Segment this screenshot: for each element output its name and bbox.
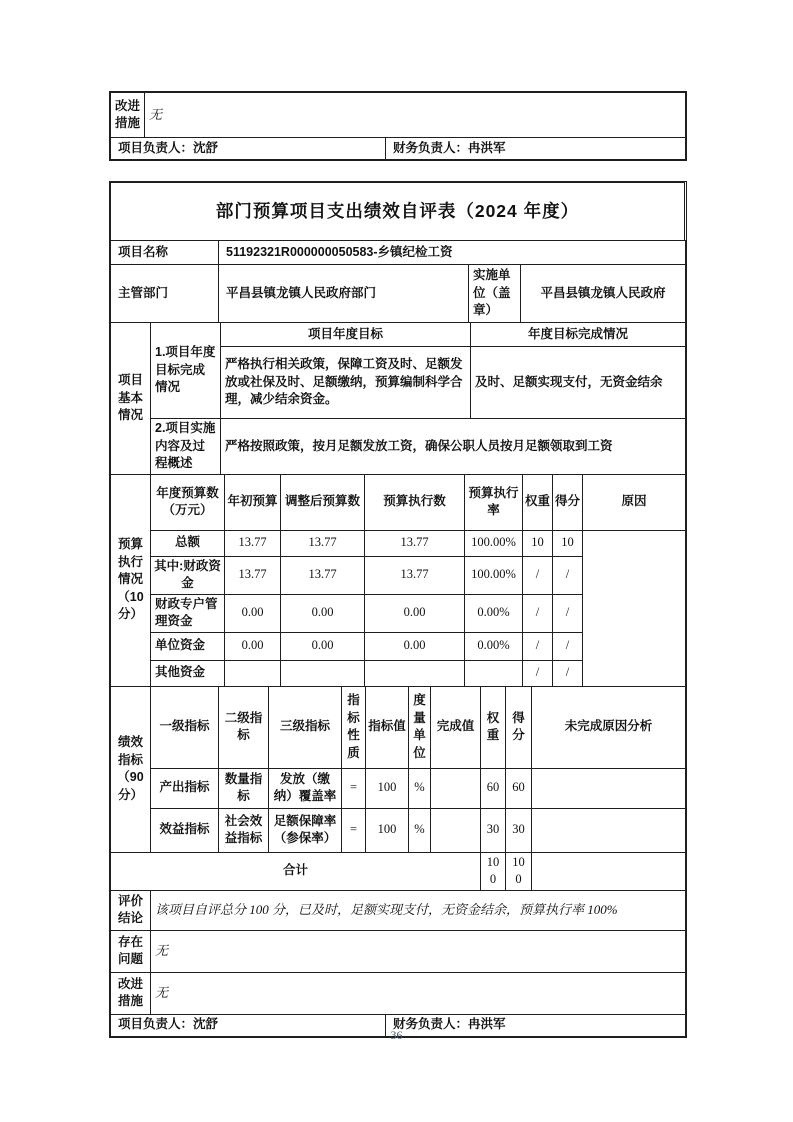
perf-row-benefit-unit: % — [409, 808, 431, 852]
budget-row-other-score: / — [553, 660, 583, 686]
improvements-band — [110, 972, 686, 1015]
perf-row-output-nature: = — [342, 768, 366, 808]
perf-header-unit: 度量单位 — [409, 686, 431, 768]
budget-section-label: 预算执行情况（10分） — [111, 474, 151, 686]
budget-row-unit-rate: 0.00% — [465, 632, 523, 660]
budget-row-special-score: / — [553, 594, 583, 632]
budget-row-fiscal-initial: 13.77 — [225, 556, 281, 594]
budget-row-unit-weight: / — [523, 632, 553, 660]
fragment-table-grid — [110, 92, 686, 160]
budget-row-special-initial: 0.00 — [225, 594, 281, 632]
perf-row-benefit-l3: 足额保障率（参保率） — [269, 808, 342, 852]
budget-row-total-rate: 100.00% — [465, 530, 523, 556]
perf-row-benefit-reason — [532, 808, 686, 852]
perf-row-output-l1: 产出指标 — [151, 768, 219, 808]
perf-row-benefit-target: 100 — [366, 808, 409, 852]
perf-header-l1: 一级指标 — [151, 686, 219, 768]
budget-row-special-executed: 0.00 — [365, 594, 465, 632]
basic-info-band — [110, 322, 686, 475]
budget-row-other-rate — [465, 660, 523, 686]
budget-row-fiscal-adjusted: 13.77 — [281, 556, 365, 594]
fragment-table — [109, 91, 687, 161]
perf-total-weight: 100 — [481, 852, 506, 890]
basic-row1-label: 1.项目年度目标完成情况 — [151, 323, 221, 419]
project-manager-cell: 项目负责人：沈舒 — [111, 1014, 386, 1036]
table-title: 部门预算项目支出绩效自评表（2024 年度） — [111, 183, 685, 241]
fragment-improve-label: 改进措施 — [111, 93, 145, 138]
budget-row-total-name: 总额 — [151, 530, 225, 556]
budget-row-fiscal-rate: 100.00% — [465, 556, 523, 594]
budget-row-special-adjusted: 0.00 — [281, 594, 365, 632]
basic-goal-header: 项目年度目标 — [221, 323, 471, 347]
page-number: 36 — [390, 1028, 403, 1042]
dept-label: 主管部门 — [111, 265, 219, 323]
budget-row-total-score: 10 — [553, 530, 583, 556]
dept-value: 平昌县镇龙镇人民政府部门 — [219, 265, 469, 323]
perf-row-benefit-done — [431, 808, 481, 852]
project-name-value: 51192321R000000050583-乡镇纪检工资 — [219, 241, 686, 265]
budget-header-reason: 原因 — [583, 474, 686, 530]
budget-header-annual: 年度预算数（万元） — [151, 474, 225, 530]
budget-row-other-weight: / — [523, 660, 553, 686]
perf-header-weight: 权重 — [481, 686, 506, 768]
fragment-project-manager: 项目负责人：沈舒 — [111, 138, 386, 160]
basic-result-header: 年度目标完成情况 — [471, 323, 686, 347]
basic-row2-text: 严格按照政策，按月足额发放工资，确保公职人员按月足额领取到工资 — [221, 419, 686, 475]
budget-row-other-initial — [225, 660, 281, 686]
conclusion-band — [110, 890, 686, 931]
perf-total-label: 合计 — [111, 852, 481, 890]
budget-row-unit-initial: 0.00 — [225, 632, 281, 660]
budget-row-fiscal-score: / — [553, 556, 583, 594]
perf-row-output-target: 100 — [366, 768, 409, 808]
budget-row-fiscal-executed: 13.77 — [365, 556, 465, 594]
budget-header-executed: 预算执行数 — [365, 474, 465, 530]
perf-total-reason — [532, 852, 686, 890]
fragment-finance-manager: 财务负责人：冉洪军 — [386, 138, 686, 160]
improvements-label: 改进措施 — [111, 972, 151, 1014]
perf-row-benefit-l2: 社会效益指标 — [219, 808, 269, 852]
budget-row-unit-name: 单位资金 — [151, 632, 225, 660]
budget-row-total-adjusted: 13.77 — [281, 530, 365, 556]
budget-row-other-name: 其他资金 — [151, 660, 225, 686]
conclusion-value: 该项目自评总分 100 分，已及时，足额实现支付，无资金结余，预算执行率 100% — [151, 890, 686, 930]
budget-row-special-weight: / — [523, 594, 553, 632]
perf-row-output-score: 60 — [506, 768, 532, 808]
perf-section-label: 绩效指标（90分） — [111, 686, 151, 852]
problems-value: 无 — [151, 930, 686, 972]
budget-row-unit-executed: 0.00 — [365, 632, 465, 660]
perf-header-target: 指标值 — [366, 686, 409, 768]
perf-header-l3: 三级指标 — [269, 686, 342, 768]
budget-row-total-initial: 13.77 — [225, 530, 281, 556]
impl-unit-label: 实施单位（盖章） — [469, 265, 521, 323]
perf-header-done: 完成值 — [431, 686, 481, 768]
problems-band — [110, 930, 686, 973]
performance-band — [110, 686, 686, 891]
budget-header-rate: 预算执行率 — [465, 474, 523, 530]
budget-row-special-name: 财政专户管理资金 — [151, 594, 225, 632]
budget-header-weight: 权重 — [523, 474, 553, 530]
perf-row-output-weight: 60 — [481, 768, 506, 808]
perf-header-l2: 二级指标 — [219, 686, 269, 768]
perf-header-score: 得分 — [506, 686, 532, 768]
department-band — [110, 264, 686, 323]
perf-header-nature: 指标性质 — [342, 686, 366, 768]
budget-row-total-weight: 10 — [523, 530, 553, 556]
fragment-improve-value: 无 — [145, 93, 686, 138]
basic-section-label: 项目基本情况 — [111, 323, 151, 475]
perf-row-output-reason — [532, 768, 686, 808]
perf-total-score: 100 — [506, 852, 532, 890]
basic-result-text: 及时、足额实现支付，无资金结余 — [471, 347, 686, 419]
budget-row-unit-score: / — [553, 632, 583, 660]
title-band — [110, 182, 685, 241]
perf-row-benefit-weight: 30 — [481, 808, 506, 852]
perf-row-benefit-l1: 效益指标 — [151, 808, 219, 852]
improvements-value: 无 — [151, 972, 686, 1014]
perf-row-output-unit: % — [409, 768, 431, 808]
perf-row-output-l3: 发放（缴纳）覆盖率 — [269, 768, 342, 808]
budget-band — [110, 474, 686, 687]
budget-row-total-executed: 13.77 — [365, 530, 465, 556]
budget-header-adjusted: 调整后预算数 — [281, 474, 365, 530]
perf-row-benefit-score: 30 — [506, 808, 532, 852]
perf-header-reason: 未完成原因分析 — [532, 686, 686, 768]
problems-label: 存在问题 — [111, 930, 151, 972]
finance-manager-cell: 财务负责人：冉洪军 — [386, 1014, 686, 1036]
budget-row-unit-adjusted: 0.00 — [281, 632, 365, 660]
budget-row-special-rate: 0.00% — [465, 594, 523, 632]
perf-row-benefit-nature: = — [342, 808, 366, 852]
basic-row2-label: 2.项目实施内容及过程概述 — [151, 419, 221, 475]
basic-goal-text: 严格执行相关政策，保障工资及时、足额发放或社保及时、足额缴纳，预算编制科学合理，减少结余资金。 — [221, 347, 471, 419]
budget-row-other-adjusted — [281, 660, 365, 686]
project-name-label: 项目名称 — [111, 241, 219, 265]
budget-row-fiscal-weight: / — [523, 556, 553, 594]
project-name-band — [110, 240, 686, 265]
budget-row-fiscal-name: 其中:财政资金 — [151, 556, 225, 594]
budget-reason-cell — [583, 530, 686, 686]
conclusion-label: 评价结论 — [111, 890, 151, 930]
budget-header-score: 得分 — [553, 474, 583, 530]
perf-row-output-l2: 数量指标 — [219, 768, 269, 808]
main-table — [109, 181, 687, 1038]
budget-row-other-executed — [365, 660, 465, 686]
impl-unit-value: 平昌县镇龙镇人民政府 — [521, 265, 686, 323]
perf-row-output-done — [431, 768, 481, 808]
budget-header-initial: 年初预算 — [225, 474, 281, 530]
